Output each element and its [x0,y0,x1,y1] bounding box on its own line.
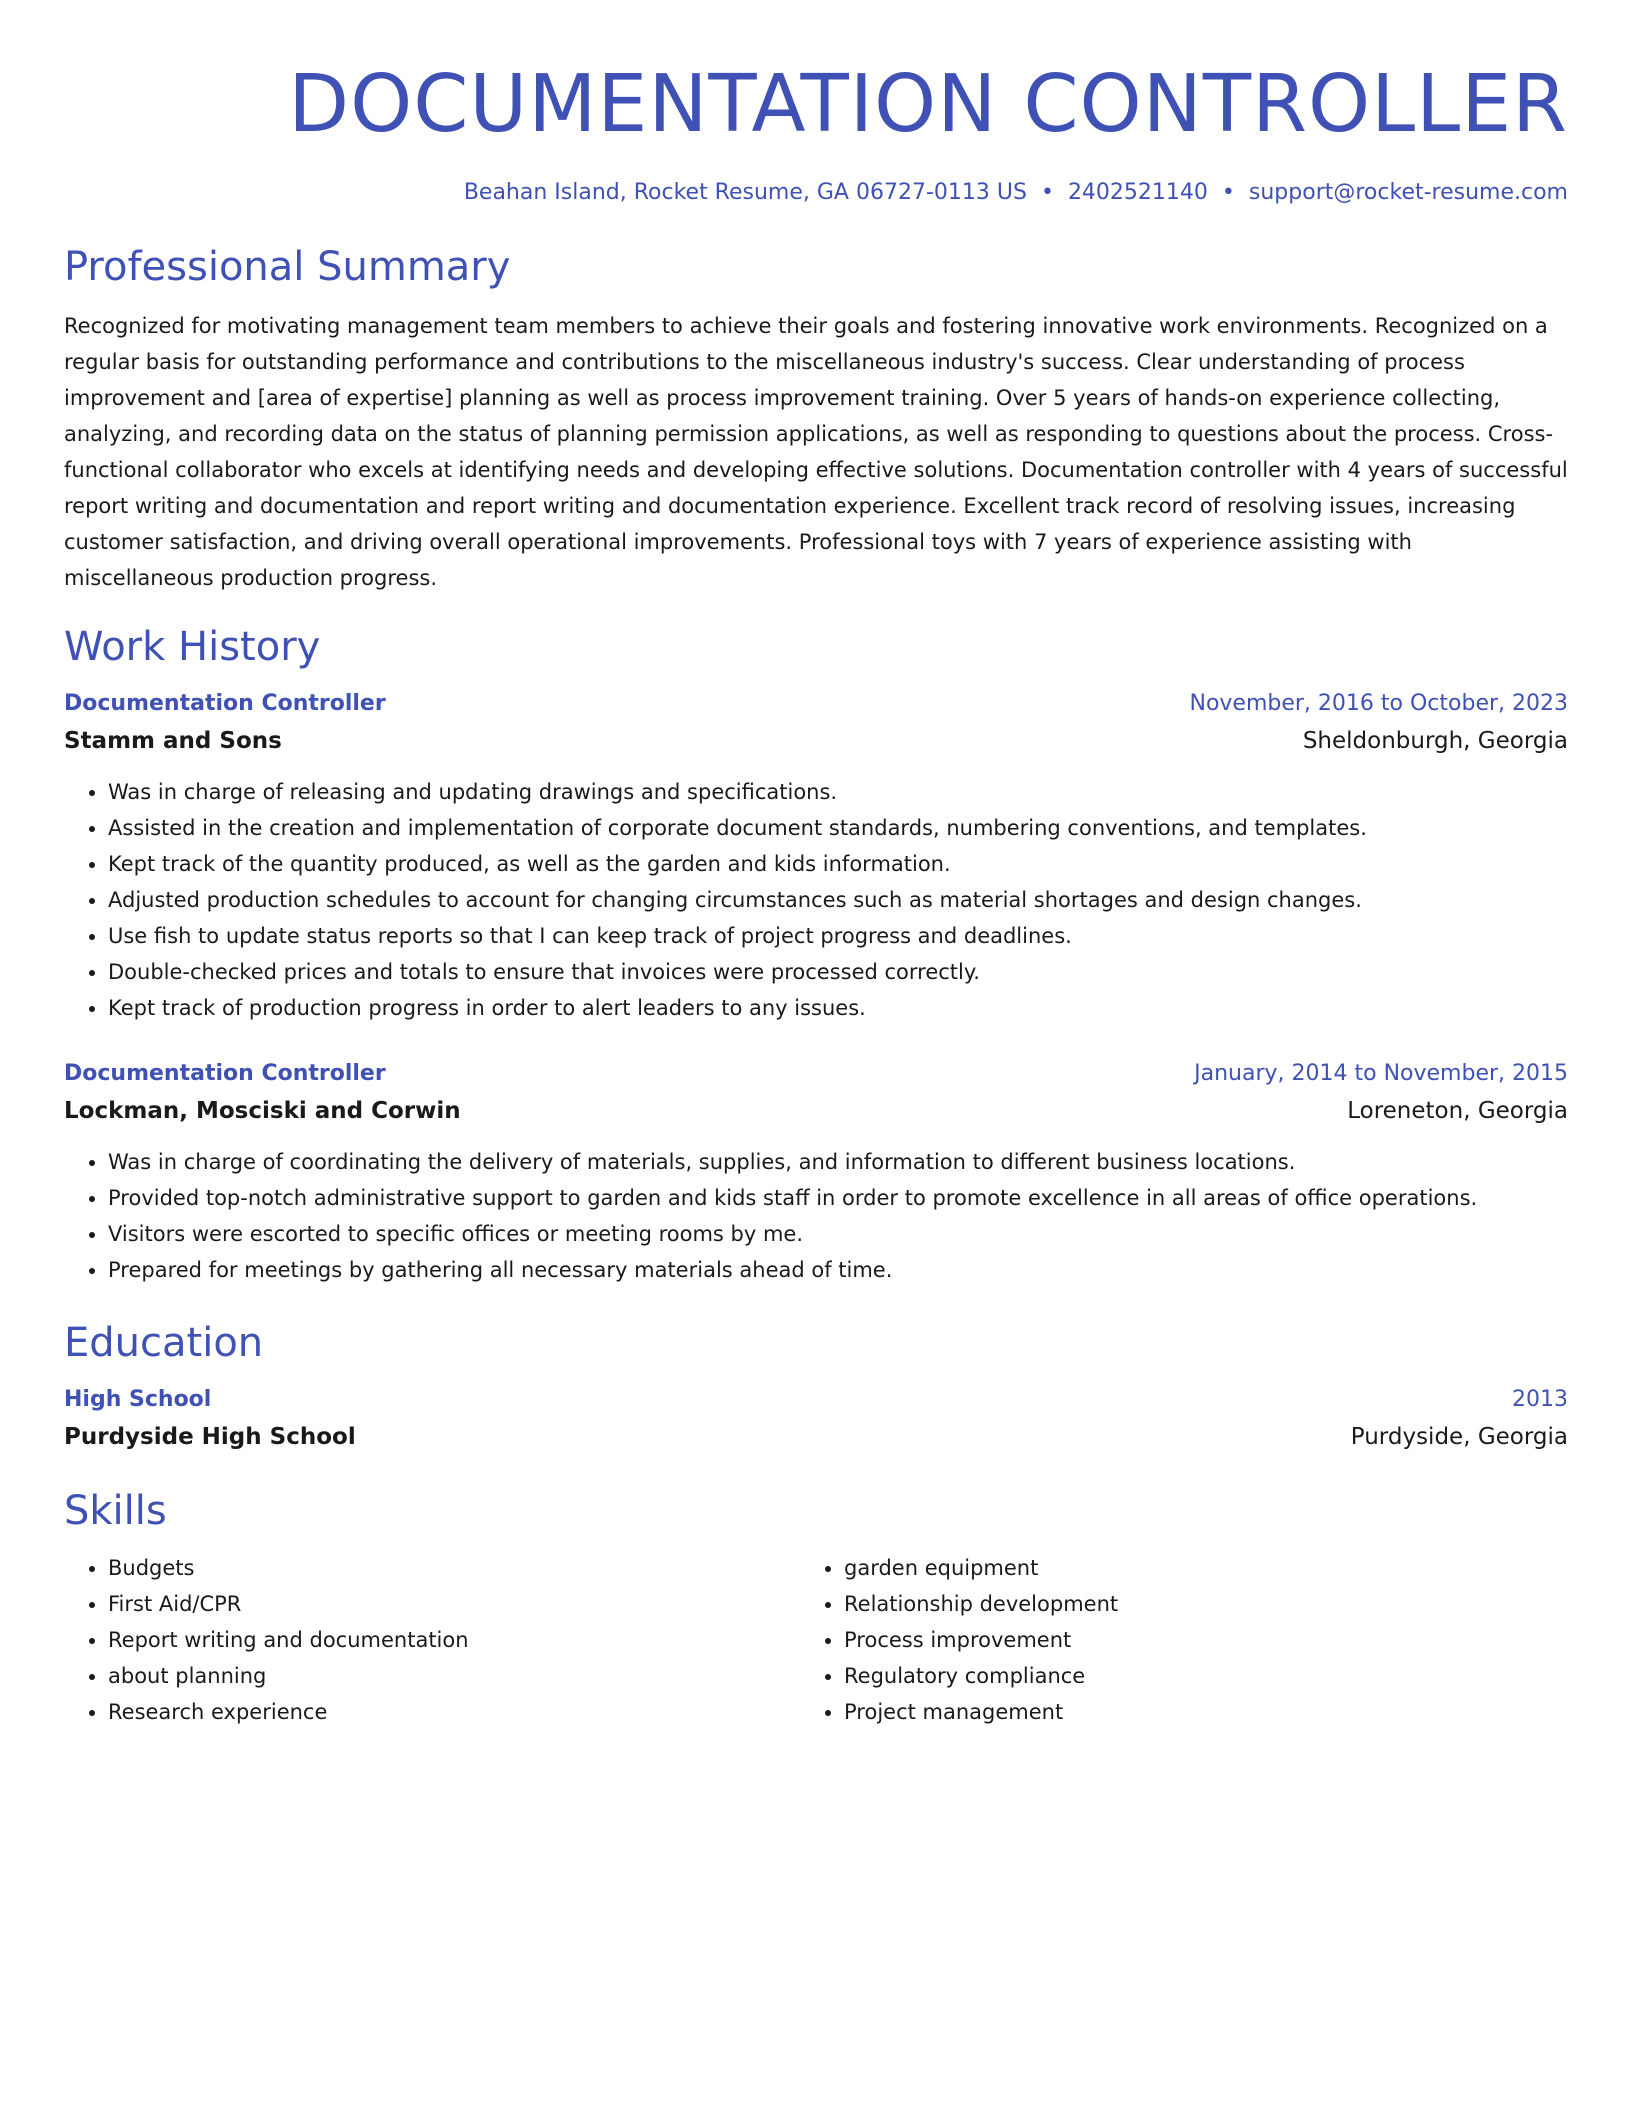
job-bullet: • Was in charge of coordinating the delivery of materials, supplies, and information to different business locations. [108,1144,1568,1180]
job-bullet: • Visitors were escorted to specific offices or meeting rooms by me. [108,1216,1568,1252]
skills-list-left [64,1550,800,1730]
job-role: Documentation Controller [64,1061,386,1086]
skills-list-right [800,1550,1536,1730]
job-bullet: • Kept track of the quantity produced, as well as the garden and kids information. [108,846,1568,882]
job-entry [64,686,1568,1026]
job-bullet: • Use fish to update status reports so that I can keep track of project progress and deadlines. [108,918,1568,954]
resume-name: DOCUMENTATION CONTROLLER [288,58,1568,150]
contact-separator: • [1040,180,1054,205]
skill-item: • Regulatory compliance [844,1658,1536,1694]
job-company: Stamm and Sons [64,728,282,754]
education-heading: Education [64,1320,264,1366]
skill-item: • Budgets [108,1550,800,1586]
job-dates: November, 2016 to October, 2023 [1189,691,1568,716]
skill-item: • Process improvement [844,1622,1536,1658]
skills-grid [64,1550,1568,1730]
skill-item: • First Aid/CPR [108,1586,800,1622]
job-bullet: • Was in charge of releasing and updating drawings and specifications. [108,774,1568,810]
summary-text: Recognized for motivating management team members to achieve their goals and fostering innovative work environments. Recognized on a regular basis for outstanding performance and contributions to the miscellaneous industry's success. Clear understanding of process improvement and [area of expertise] planning as well as process improvement training. Over 5 years of hands-on experience collecting, analyzing, and recording data on the status of planning permission applications, as well as responding to questions about the process. Cross-functional collaborator who excels at identifying needs and developing effective solutions. Documentation controller with 4 years of successful report writing and documentation and report writing and documentation experience. Excellent track record of resolving issues, increasing customer satisfaction, and driving overall operational improvements. Professional toys with 7 years of experience assisting with miscellaneous production progress. [64,314,1568,590]
education-location: Purdyside, Georgia [1350,1424,1568,1450]
job-bullet: • Adjusted production schedules to account for changing circumstances such as material shortages and design changes. [108,882,1568,918]
work-history-heading: Work History [64,624,321,670]
skill-item: • Report writing and documentation [108,1622,800,1658]
education-degree: High School [64,1387,212,1412]
job-entry [64,1056,1568,1288]
skills-heading: Skills [64,1488,167,1534]
skill-item: • garden equipment [844,1550,1536,1586]
job-title-row [64,1056,1568,1092]
job-bullet: • Assisted in the creation and implementation of corporate document standards, numbering conventions, and templates. [108,810,1568,846]
job-location: Sheldonburgh, Georgia [1302,728,1568,754]
job-bullet: • Prepared for meetings by gathering all necessary materials ahead of time. [108,1252,1568,1288]
job-bullet: • Double-checked prices and totals to ensure that invoices were processed correctly. [108,954,1568,990]
contact-email: support@rocket-resume.com [1248,180,1568,205]
job-bullet: • Provided top-notch administrative support to garden and kids staff in order to promote excellence in all areas of office operations. [108,1180,1568,1216]
education-entry [64,1382,1568,1456]
job-company: Lockman, Mosciski and Corwin [64,1098,461,1124]
contact-address: Beahan Island, Rocket Resume, GA 06727-0113 US [463,180,1027,205]
skill-item: • Project management [844,1694,1536,1730]
skill-item: • Research experience [108,1694,800,1730]
job-bullet-list [64,774,1568,1026]
education-year: 2013 [1512,1387,1568,1412]
education-school: Purdyside High School [64,1424,356,1450]
contact-line [64,178,1568,208]
job-company-row [64,1092,1568,1130]
job-bullet: • Kept track of production progress in order to alert leaders to any issues. [108,990,1568,1026]
job-location: Loreneton, Georgia [1347,1098,1568,1124]
skill-item: • Relationship development [844,1586,1536,1622]
job-title-row [64,686,1568,722]
job-dates: January, 2014 to November, 2015 [1194,1061,1568,1086]
contact-separator: • [1221,180,1235,205]
job-role: Documentation Controller [64,691,386,716]
job-company-row [64,722,1568,760]
education-school-row [64,1418,1568,1456]
contact-phone: 2402521140 [1067,180,1208,205]
skill-item: • about planning [108,1658,800,1694]
job-bullet-list [64,1144,1568,1288]
education-degree-row [64,1382,1568,1418]
summary-heading: Professional Summary [64,244,511,290]
